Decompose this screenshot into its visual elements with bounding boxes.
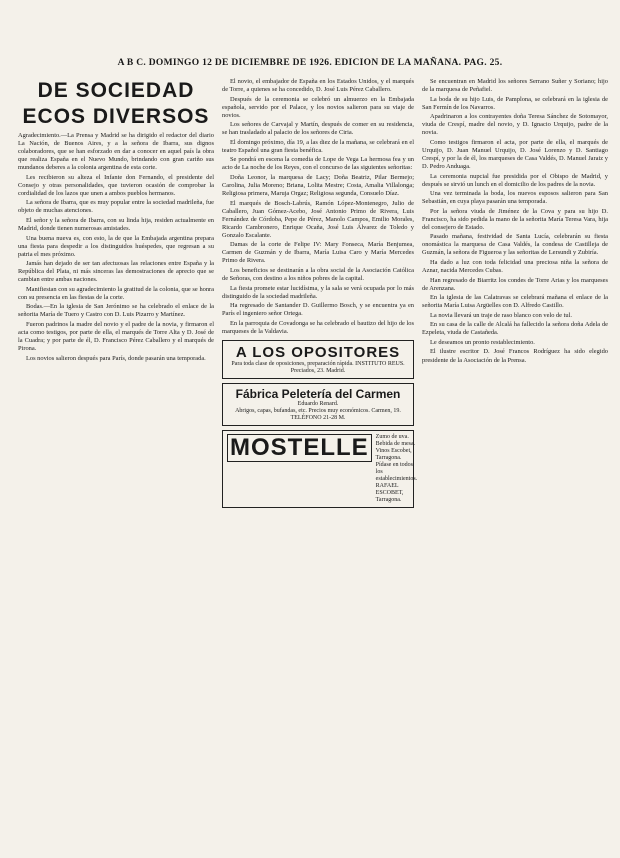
paragraph: La ceremonia nupcial fue presidida por el Obispo de Madrid, y después se sirvió un lunch en el domicilio de los padres de la novia. xyxy=(422,172,608,188)
advert-body: Zumo de uva. Bebida de mesa. Vinos Escobet, Tarragona. Pídase en todos los establecimientos. RAFAEL ESCOBET, Tarragona. xyxy=(375,433,418,503)
paragraph: Agradecimiento.—La Prensa y Madrid se ha dirigido el redactor del diario La Nación, de Buenos Aires, y a la señora de Ibarra, sus dignos colaboradores, que se han esforzado en dar a conocer en aquel país la obra que realiza España en el Nuevo Mundo, brindando con gran cariño sus mundanos deberes a la colonia argentina de esta corte. xyxy=(18,132,214,172)
paragraph: Una buena nueva es, con esto, la de que la Embajada argentina prepara una fiesta para despedir a los distinguidos huéspedes, que regresan a su patria el mes próximo. xyxy=(18,234,214,258)
paragraph: En la parroquia de Covadonga se ha celebrado el bautizo del hijo de los marqueses de la Valdavia. xyxy=(222,319,414,335)
advert-body: Abrigos, capas, bufandas, etc. Precios muy económicos. Carmen, 19. TELÉFONO 21-28 M. xyxy=(235,407,401,421)
paragraph: El novio, el embajador de España en los Estados Unidos, y el marqués de Torre, a quienes se ha concedido, D. José Luis Pérez Caballero. xyxy=(222,78,414,94)
advert-body: Para toda clase de oposiciones, preparación rápida. INSTITUTO REUS. Preciados, 23. Madrid. xyxy=(231,360,405,374)
section-title-2: ECOS DIVERSOS xyxy=(22,105,210,128)
paragraph: En su casa de la calle de Alcalá ha fallecido la señora doña Adela de Ezpeleta, viuda de Castañeda. xyxy=(422,321,608,337)
paragraph: Pasado mañana, festividad de Santa Lucía, celebrarán su fiesta onomástica la marquesa de Casa Valdés, la condesa de Castilleja de Guzmán, la señora de Figueroa y las señoritas de Lersundi y Zubiría. xyxy=(422,233,608,257)
advert-peleteria xyxy=(222,383,414,426)
advert-subtitle: Eduardo Renard. xyxy=(297,400,339,407)
paragraph: El domingo próximo, día 19, a las diez de la mañana, se celebrará en el teatro Español una gran fiesta benéfica. xyxy=(222,138,414,154)
paragraph: La boda de su hijo Luis, de Pamplona, se celebrará en la iglesia de San Fermín de los Navarros. xyxy=(422,95,608,111)
paragraph: Jamás han dejado de ser tan afectuosas las relaciones entre España y la República del Plata, ni más sinceras las demostraciones de aprecio que se cambian entre ambas naciones. xyxy=(18,260,214,284)
paragraph: Ha regresado de Santander D. Guillermo Bosch, y se encuentra ya en París el ingeniero señor Ortega. xyxy=(222,302,414,318)
column-3 xyxy=(422,78,608,366)
paragraph: Doña Leonor, la marquesa de Lacy; Doña Beatriz, Pilar Bermejo; Carolina, Julia Moreno; Briana, Lolita Mestre; Costa, Amalia Villalonga; Religiosa primera, Maruja Orgaz; Religiosa segunda, Consuelo Díaz. xyxy=(222,174,414,198)
advert-title: Fábrica Peletería del Carmen xyxy=(235,386,401,401)
paragraph: La fiesta promete estar lucidísima, y la sala se verá ocupada por lo más distinguido de la sociedad madrileña. xyxy=(222,284,414,300)
advert-title: MOSTELLE xyxy=(227,434,372,462)
paragraph: En la iglesia de las Calatravas se celebrará mañana el enlace de la señorita María Luisa Argüelles con D. Alfredo Castillo. xyxy=(422,294,608,310)
paragraph: Se encuentran en Madrid los señores Serrano Suñer y Soriano; hijo de la marquesa de Peñafiel. xyxy=(422,78,608,94)
paragraph: Le deseamos un pronto restablecimiento. xyxy=(430,338,535,346)
paragraph: Manifiestan con su agradecimiento la gratitud de la colonia, que se honra con su presencia en las fiestas de la corte. xyxy=(18,285,214,301)
paragraph: Una vez terminada la boda, los nuevos esposos salieron para San Sebastián, en cuya playa pasarán una temporada. xyxy=(422,190,608,206)
page-header: A B C. DOMINGO 12 DE DICIEMBRE DE 1926. EDICION DE LA MAÑANA. PAG. 25. xyxy=(117,58,503,68)
advert-title: A LOS OPOSITORES xyxy=(235,343,401,361)
paragraph: Les recibieron su alteza el Infante don Fernando, el presidente del Consejo y otras personalidades, que tuvieron ocasión de comprobar la cordialidad de los lazos que unen a ambos pueblos hermanos. xyxy=(18,173,214,197)
paragraph: El ilustre escritor D. José Francos Rodríguez ha sido elegido presidente de la Asociación de la Prensa. xyxy=(422,348,608,364)
paragraph: Se pondrá en escena la comedia de Lope de Vega La hermosa fea y un acto de La noche de los Reyes, con el concurso de las siguientes señoritas: xyxy=(222,156,414,172)
paragraph: Ha dado a luz con toda felicidad una preciosa niña la señora de Aznar, nacida Mercedes Cubas. xyxy=(422,258,608,275)
advert-mostelle xyxy=(222,430,418,508)
paragraph: Como testigos firmaron el acta, por parte de ella, el marqués de Urquijo, D. Juan Manuel Urquijo, D. José Lorenzo y D. Santiago Crespí, y por la de él, los marqueses de Casa Valdés, D. Manuel Jaraiz y D. Pedro Anduaga. xyxy=(422,138,608,170)
column-1 xyxy=(18,78,214,364)
paragraph: Los señores de Carvajal y Martín, después de comer en su residencia, se han trasladado al palacio de los señores de Ciria. xyxy=(222,121,414,137)
paragraph: Fueron padrinos la madre del novio y el padre de la novia, y firmaron el acta como testigos, por parte de ella, el marqués de Torre Alta y D. José de la Cuadra; y por parte de él, D. Francisco Pérez Caballero y el marqués de Pirona. xyxy=(18,321,214,353)
paragraph: Han regresado de Biarritz los condes de Torre Arias y los marqueses de Arenzana. xyxy=(422,276,608,292)
paragraph: Después de la ceremonia se celebró un almuerzo en la Embajada española, servido por el Palace, y los novios salieron para su viaje de novios. xyxy=(222,95,414,119)
paragraph: La novia llevará un traje de raso blanco con velo de tul. xyxy=(430,311,572,319)
paragraph: Los beneficios se destinarán a la obra social de la Asociación Católica de Señoras, con destino a los niños pobres de la capital. xyxy=(222,267,414,283)
column-2 xyxy=(222,78,418,512)
paragraph: La señora de Ibarra, que es muy popular entre la sociedad madrileña, fue objeto de muchas atenciones. xyxy=(18,199,214,215)
paragraph: Bodas.—En la iglesia de San Jerónimo se ha celebrado el enlace de la señorita María de Tuero y Castro con D. Luis Pizarro y Martínez. xyxy=(18,303,214,319)
advert-opositores xyxy=(222,340,414,379)
paragraph: El señor y la señora de Ibarra, con su linda hija, residen actualmente en Madrid, donde tienen numerosas amistades. xyxy=(18,216,214,233)
paragraph: Damas de la corte de Felipe IV: Mary Fonseca, María Benjumea, Carmen de Guzmán y de Ibarra, María Luisa Caro y María Mercedes Primo de Rivera. xyxy=(222,241,414,265)
section-title-1: DE SOCIEDAD xyxy=(37,79,195,102)
paragraph: Por la señora viuda de Jiménez de la Cova y para su hijo D. Francisco, ha sido pedida la mano de la señorita María Teresa Vara, hija del consejero de Estado. xyxy=(422,207,608,231)
paragraph: Los novios salieron después para París, donde pasarán una temporada. xyxy=(26,354,206,362)
paragraph: Apadrinaron a los contrayentes doña Teresa Sánchez de Sotomayor, viuda de Crespí, madre del novio, y D. Ignacio Urquijo, padre de la novia. xyxy=(422,113,608,137)
paragraph: El marqués de Bosch-Labrús, Ramón López-Montenegro, Julio de Caballero, Juan Gómez-Acebo, José Antonio Primo de Rivera, Luis Fernández de Córdoba, Pepe de Pérez, Manolo Campos, Emilio Morales, Ricardo Cambronero, Enrique Ocaña, José Luis Álvarez de Toledo y Gonzalo Escalante. xyxy=(222,199,414,239)
